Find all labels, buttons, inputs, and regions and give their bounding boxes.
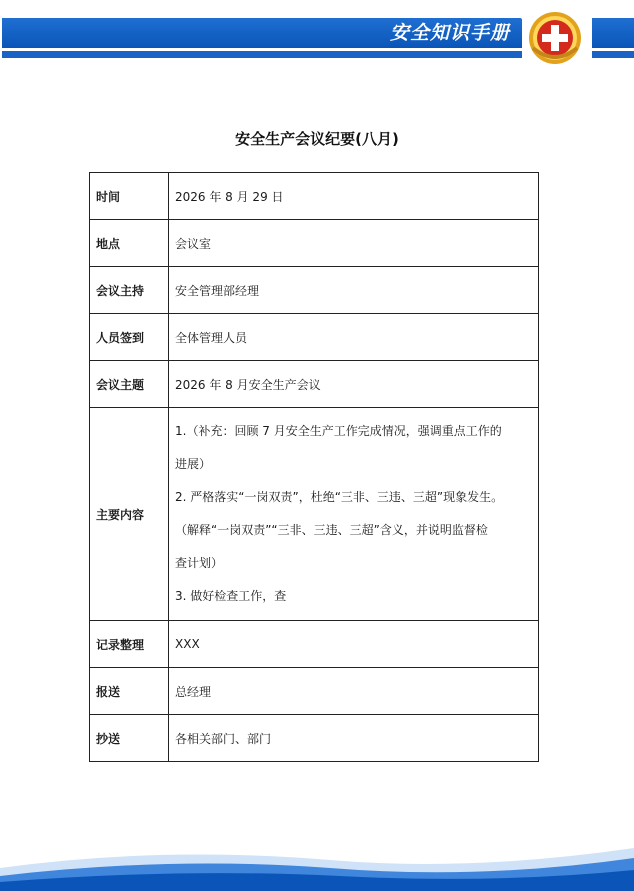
meeting-minutes-table [89,172,539,762]
row-value: 安全管理部经理 [169,267,539,314]
row-label: 地点 [90,220,169,267]
row-label: 抄送 [90,715,169,762]
row-value: 会议室 [169,220,539,267]
row-label: 会议主题 [90,361,169,408]
table-row [90,621,539,668]
row-label: 报送 [90,668,169,715]
content-line: 1.（补充：回顾 7 月安全生产工作完成情况，强调重点工作的 [175,424,502,438]
table-row [90,267,539,314]
content-line: （解释“一岗双责”“三非、三违、三超”含义，并说明监督检 [175,523,488,537]
footer-wave-decoration [0,838,634,891]
content-line: 3. 做好检查工作，查 [175,589,287,603]
row-label: 会议主持 [90,267,169,314]
header-band-right-underline [592,51,634,58]
document-title: 安全生产会议纪要(八月) [235,130,399,148]
row-value: 2026 年 8 月 29 日 [169,173,539,220]
row-value: 2026 年 8 月安全生产会议 [169,361,539,408]
row-value: 全体管理人员 [169,314,539,361]
table-row-main-content [90,408,539,621]
row-label: 人员签到 [90,314,169,361]
table-row [90,220,539,267]
content-line: 进展） [175,457,212,471]
row-label: 主要内容 [90,408,169,621]
header-band-right [592,18,634,48]
row-label: 时间 [90,173,169,220]
row-label: 记录整理 [90,621,169,668]
header-band [0,10,634,66]
table-row [90,361,539,408]
row-value: XXX [169,621,539,668]
row-value: 各相关部门、部门 [169,715,539,762]
header-title: 安全知识手册 [389,22,510,44]
content-line: 查计划） [175,556,224,570]
table-row [90,173,539,220]
header-band-underline [2,51,522,58]
safety-cross-emblem-icon [527,10,583,66]
content-line: 2. 严格落实“一岗双责”，杜绝“三非、三违、三超”现象发生。 [175,490,504,504]
table-row [90,668,539,715]
main-content-cell [169,408,539,621]
table-row [90,314,539,361]
row-value: 总经理 [169,668,539,715]
table-row [90,715,539,762]
